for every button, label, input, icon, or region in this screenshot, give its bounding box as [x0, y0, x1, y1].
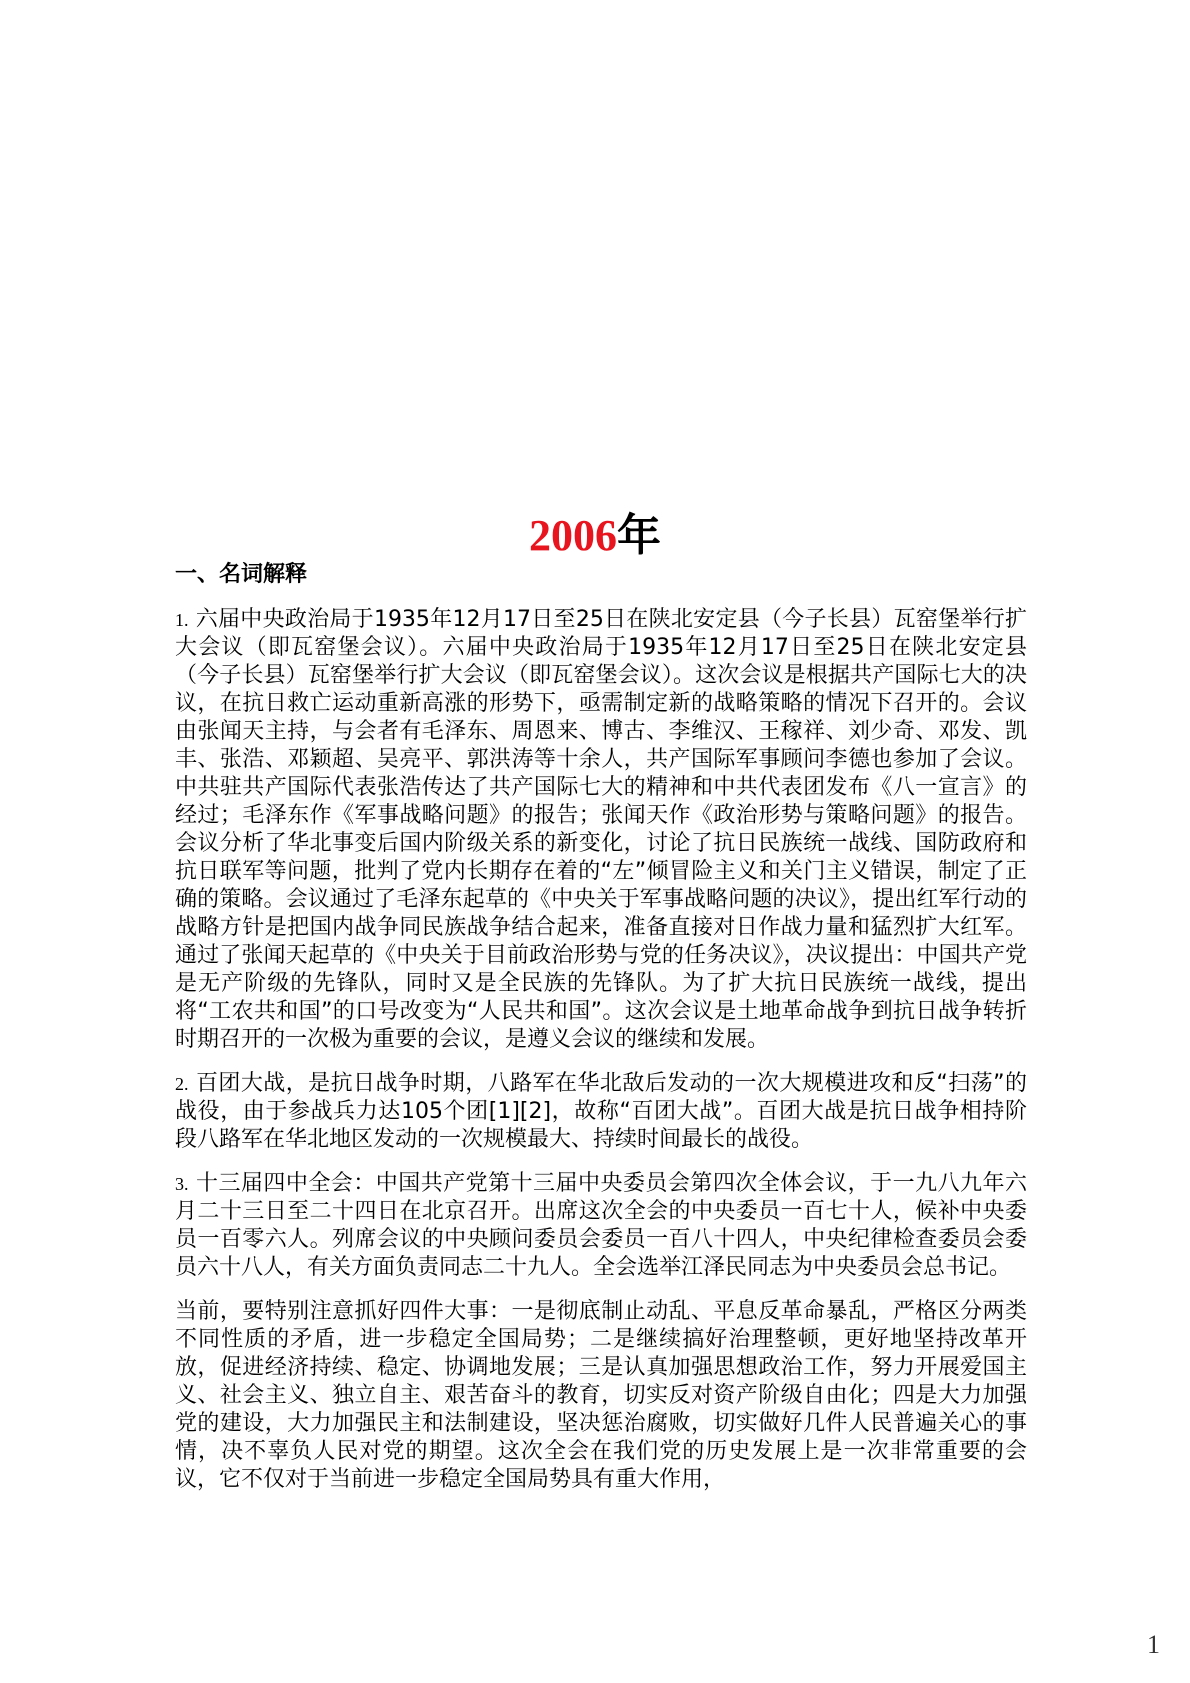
paragraph-text: 十三届四中全会：中国共产党第十三届中央委员会第四次全体会议，于一九八九年六月二十三日至二十四日在北京召开。出席这次全会的中央委员一百七十人，候补中央委员一百零六人。列席会议的中央顾问委员会委员一百八十四人，中央纪律检查委员会委员六十八人，有关方面负责同志二十九人。全会选举江泽民同志为中央委员会总书记。: [175, 1171, 1027, 1280]
paragraph-1: [175, 606, 1027, 1054]
body-text: [175, 606, 1027, 1510]
paragraph-3: [175, 1170, 1027, 1282]
paragraph-text: 六届中央政治局于1935年12月17日至25日在陕北安定县（今子长县）瓦窑堡举行扩大会议（即瓦窑堡会议）。六届中央政治局于1935年12月17日至25日在陕北安定县（今子长县）瓦窑堡举行扩大会议（即瓦窑堡会议）。这次会议是根据共产国际七大的决议，在抗日救亡运动重新高涨的形势下，亟需制定新的战略策略的情况下召开的。会议由张闻天主持，与会者有毛泽东、周恩来、博古、李维汉、王稼祥、刘少奇、邓发、凯丰、张浩、邓颖超、吴亮平、郭洪涛等十余人，共产国际军事顾问李德也参加了会议。中共驻共产国际代表张浩传达了共产国际七大的精神和中共代表团发布《八一宣言》的经过；毛泽东作《军事战略问题》的报告；张闻天作《政治形势与策略问题》的报告。会议分析了华北事变后国内阶级关系的新变化，讨论了抗日民族统一战线、国防政府和抗日联军等问题，批判了党内长期存在着的“左”倾冒险主义和关门主义错误，制定了正确的策略。会议通过了毛泽东起草的《中央关于军事战略问题的决议》，提出红军行动的战略方针是把国内战争同民族战争结合起来，准备直接对日作战力量和猛烈扩大红军。通过了张闻天起草的《中央关于目前政治形势与党的任务决议》，决议提出：中国共产党是无产阶级的先锋队，同时又是全民族的先锋队。为了扩大抗日民族统一战线，提出将“工农共和国”的口号改变为“人民共和国”。这次会议是土地革命战争到抗日战争转折时期召开的一次极为重要的会议，是遵义会议的继续和发展。: [175, 607, 1027, 1052]
paragraph-number: 3.: [175, 1174, 189, 1194]
title-year: 2006: [529, 511, 617, 560]
page-number: 1: [1147, 1630, 1160, 1659]
paragraph-number: 2.: [175, 1074, 189, 1094]
paragraph-text: 百团大战，是抗日战争时期，八路军在华北敌后发动的一次大规模进攻和反“扫荡”的战役，由于参战兵力达105个团[1][2]，故称“百团大战”。百团大战是抗日战争相持阶段八路军在华北地区发动的一次规模最大、持续时间最长的战役。: [175, 1071, 1027, 1152]
paragraph-2: [175, 1070, 1027, 1154]
paragraph-text: 当前，要特别注意抓好四件大事：一是彻底制止动乱、平息反革命暴乱，严格区分两类不同性质的矛盾，进一步稳定全国局势；二是继续搞好治理整顿，更好地坚持改革开放，促进经济持续、稳定、协调地发展；三是认真加强思想政治工作，努力开展爱国主义、社会主义、独立自主、艰苦奋斗的教育，切实反对资产阶级自由化；四是大力加强党的建设，大力加强民主和法制建设，坚决惩治腐败，切实做好几件人民普遍关心的事情，决不辜负人民对党的期望。这次全会在我们党的历史发展上是一次非常重要的会议，它不仅对于当前进一步稳定全国局势具有重大作用，: [175, 1299, 1027, 1492]
paragraph-4: [175, 1298, 1027, 1494]
title-suffix: 年: [617, 510, 661, 561]
paragraph-number: 1.: [175, 610, 189, 630]
page-title: [0, 508, 1190, 564]
section-heading: 一、名词解释: [175, 562, 308, 587]
